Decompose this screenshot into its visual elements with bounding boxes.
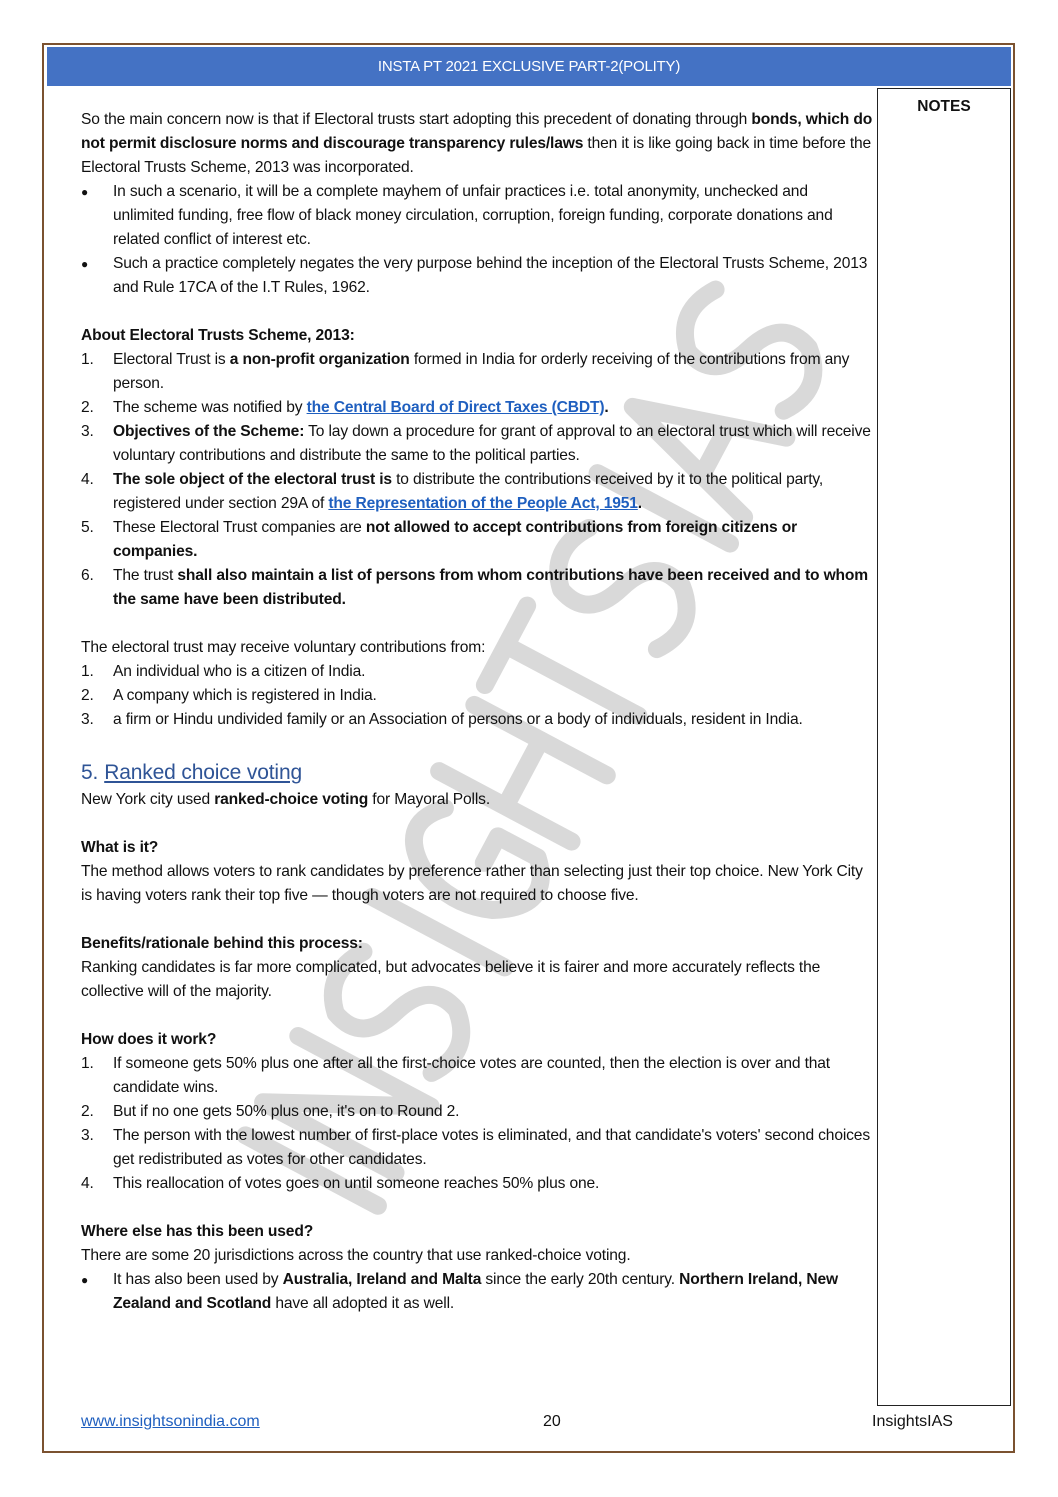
inline-link[interactable]: the Central Board of Direct Taxes (CBDT): [306, 399, 605, 416]
list-number: 5.: [81, 519, 94, 536]
list-item: [81, 684, 873, 708]
spacer: [81, 812, 873, 836]
bold-text: bonds, which do not permit disclosure norms and discourage transparency rules/laws: [81, 111, 873, 152]
page-number: 20: [543, 1413, 561, 1430]
text-run: The method allows voters to rank candidates by preference rather than selecting just their top choice. New York City is having voters rank their top five — though voters are not required to choose five.: [81, 863, 863, 904]
text-run: have all adopted it as well.: [271, 1295, 455, 1312]
list-number: 2.: [81, 399, 94, 416]
text-run: These Electoral Trust companies are: [113, 519, 366, 536]
text-run: Such a practice completely negates the very purpose behind the inception of the Electoral Trusts Scheme, 2013 and Rule 17CA of the I.T Rules, 1962.: [113, 255, 868, 296]
page-footer: [81, 1395, 953, 1433]
bullet-icon: ●: [81, 257, 89, 271]
numbered-list: [81, 1052, 873, 1196]
list-item: [81, 1124, 873, 1172]
bold-text: .: [637, 495, 642, 512]
notes-label: NOTES: [917, 98, 971, 115]
text-run: A company which is registered in India.: [113, 687, 377, 704]
text-run: In such a scenario, it will be a complete mayhem of unfair practices i.e. total anonymity, unchecked and unlimited funding, free flow of black money circulation, corruption, foreign funding, corporate donations and related conflict of interest etc.: [113, 183, 833, 248]
numbered-list: [81, 348, 873, 612]
paragraph: [81, 108, 873, 180]
text-run: To lay down a procedure for grant of approval to an electoral trust which will receive voluntary contributions and distribute the same to the political parties.: [113, 423, 871, 464]
list-item: [81, 660, 873, 684]
bold-text: Where else has this been used?: [81, 1223, 314, 1240]
section-number: 5.: [81, 761, 99, 784]
page-header: [47, 47, 1011, 86]
paragraph: [81, 1028, 873, 1052]
bold-text: The sole object of the electoral trust is: [113, 471, 392, 488]
bold-text: shall also maintain a list of persons from whom contributions have been received and to whom the same have been distributed.: [113, 567, 869, 608]
bold-text: Australia, Ireland and Malta: [282, 1271, 482, 1288]
list-item: [81, 708, 873, 732]
text-run: The person with the lowest number of first-place votes is eliminated, and that candidate's voters' second choices get redistributed as votes for other candidates.: [113, 1127, 870, 1168]
list-item: [81, 1268, 873, 1316]
list-item: [81, 1052, 873, 1100]
list-number: 1.: [81, 1055, 94, 1072]
paragraph: [81, 932, 873, 956]
text-run: Ranking candidates is far more complicated, but advocates believe it is fairer and more accurately reflects the collective will of the majority.: [81, 959, 821, 1000]
text-run: to distribute the contributions received by it to the political party, registered under section 29A of: [113, 471, 824, 512]
text-run: a firm or Hindu undivided family or an Association of persons or a body of individuals, resident in India.: [113, 711, 803, 728]
spacer: [81, 1196, 873, 1220]
bold-text: Northern Ireland, New Zealand and Scotland: [113, 1271, 838, 1312]
text-run: If someone gets 50% plus one after all the first-choice votes are counted, then the election is over and that candidate wins.: [113, 1055, 830, 1096]
paragraph: [81, 636, 873, 660]
bold-text: How does it work?: [81, 1031, 217, 1048]
page-body: [81, 108, 953, 1433]
paragraph: [81, 1220, 873, 1244]
bold-text: ranked-choice voting: [214, 791, 369, 808]
inline-link[interactable]: the Representation of the People Act, 1951: [328, 495, 638, 512]
text-run: It has also been used by: [113, 1271, 283, 1288]
list-item: [81, 348, 873, 396]
section-title: Ranked choice voting: [104, 761, 303, 784]
paragraph: [81, 860, 873, 908]
list-number: 2.: [81, 687, 94, 704]
bold-text: .: [604, 399, 609, 416]
text-run: The electoral trust may receive voluntary contributions from:: [81, 639, 486, 656]
bold-text: Benefits/rationale behind this process:: [81, 935, 363, 952]
main-content: [81, 108, 873, 1316]
spacer: [81, 732, 873, 756]
list-item: [81, 180, 873, 252]
paragraph: [81, 956, 873, 1004]
spacer: [81, 1004, 873, 1028]
text-run: But if no one gets 50% plus one, it's on to Round 2.: [113, 1103, 460, 1120]
spacer: [81, 908, 873, 932]
bullet-list: [81, 180, 873, 300]
numbered-list: [81, 660, 873, 732]
list-item: [81, 420, 873, 468]
list-item: [81, 516, 873, 564]
list-number: 2.: [81, 1103, 94, 1120]
paragraph: [81, 836, 873, 860]
text-run: for Mayoral Polls.: [368, 791, 491, 808]
bold-text: a non-profit organization: [229, 351, 410, 368]
paragraph: [81, 1244, 873, 1268]
list-item: [81, 1100, 873, 1124]
paragraph: [81, 324, 873, 348]
spacer: [81, 300, 873, 324]
list-number: 4.: [81, 471, 94, 488]
text-run: then it is like going back in time before the Electoral Trusts Scheme, 2013 was incorporated.: [81, 135, 872, 176]
text-run: This reallocation of votes goes on until someone reaches 50% plus one.: [113, 1175, 600, 1192]
section-heading: [81, 758, 873, 788]
bullet-list: [81, 1268, 873, 1316]
footer-website-link[interactable]: www.insightsonindia.com: [81, 1413, 260, 1430]
list-number: 6.: [81, 567, 94, 584]
list-number: 1.: [81, 663, 94, 680]
text-run: There are some 20 jurisdictions across the country that use ranked-choice voting.: [81, 1247, 631, 1264]
list-number: 3.: [81, 423, 94, 440]
bullet-icon: ●: [81, 1273, 89, 1287]
text-run: formed in India for orderly receiving of the contributions from any person.: [113, 351, 850, 392]
list-number: 4.: [81, 1175, 94, 1192]
bold-text: What is it?: [81, 839, 159, 856]
list-item: [81, 396, 873, 420]
spacer: [81, 612, 873, 636]
text-run: An individual who is a citizen of India.: [113, 663, 366, 680]
list-number: 1.: [81, 351, 94, 368]
bullet-icon: ●: [81, 185, 89, 199]
text-run: New York city used: [81, 791, 215, 808]
text-run: The trust: [113, 567, 178, 584]
bold-text: Objectives of the Scheme:: [113, 423, 305, 440]
notes-column: [877, 88, 1011, 1406]
bold-text: not allowed to accept contributions from foreign citizens or companies.: [113, 519, 798, 560]
text-run: So the main concern now is that if Electoral trusts start adopting this precedent of donating through: [81, 111, 752, 128]
text-run: The scheme was notified by: [113, 399, 307, 416]
text-run: Electoral Trust is: [113, 351, 230, 368]
footer-brand: InsightsIAS: [872, 1413, 953, 1430]
paragraph: [81, 788, 873, 812]
header-title: INSTA PT 2021 EXCLUSIVE PART-2(POLITY): [377, 58, 681, 75]
list-item: [81, 252, 873, 300]
list-item: [81, 468, 873, 516]
bold-text: About Electoral Trusts Scheme, 2013:: [81, 327, 355, 344]
list-number: 3.: [81, 1127, 94, 1144]
list-item: [81, 564, 873, 612]
text-run: since the early 20th century.: [481, 1271, 680, 1288]
list-number: 3.: [81, 711, 94, 728]
list-item: [81, 1172, 873, 1196]
